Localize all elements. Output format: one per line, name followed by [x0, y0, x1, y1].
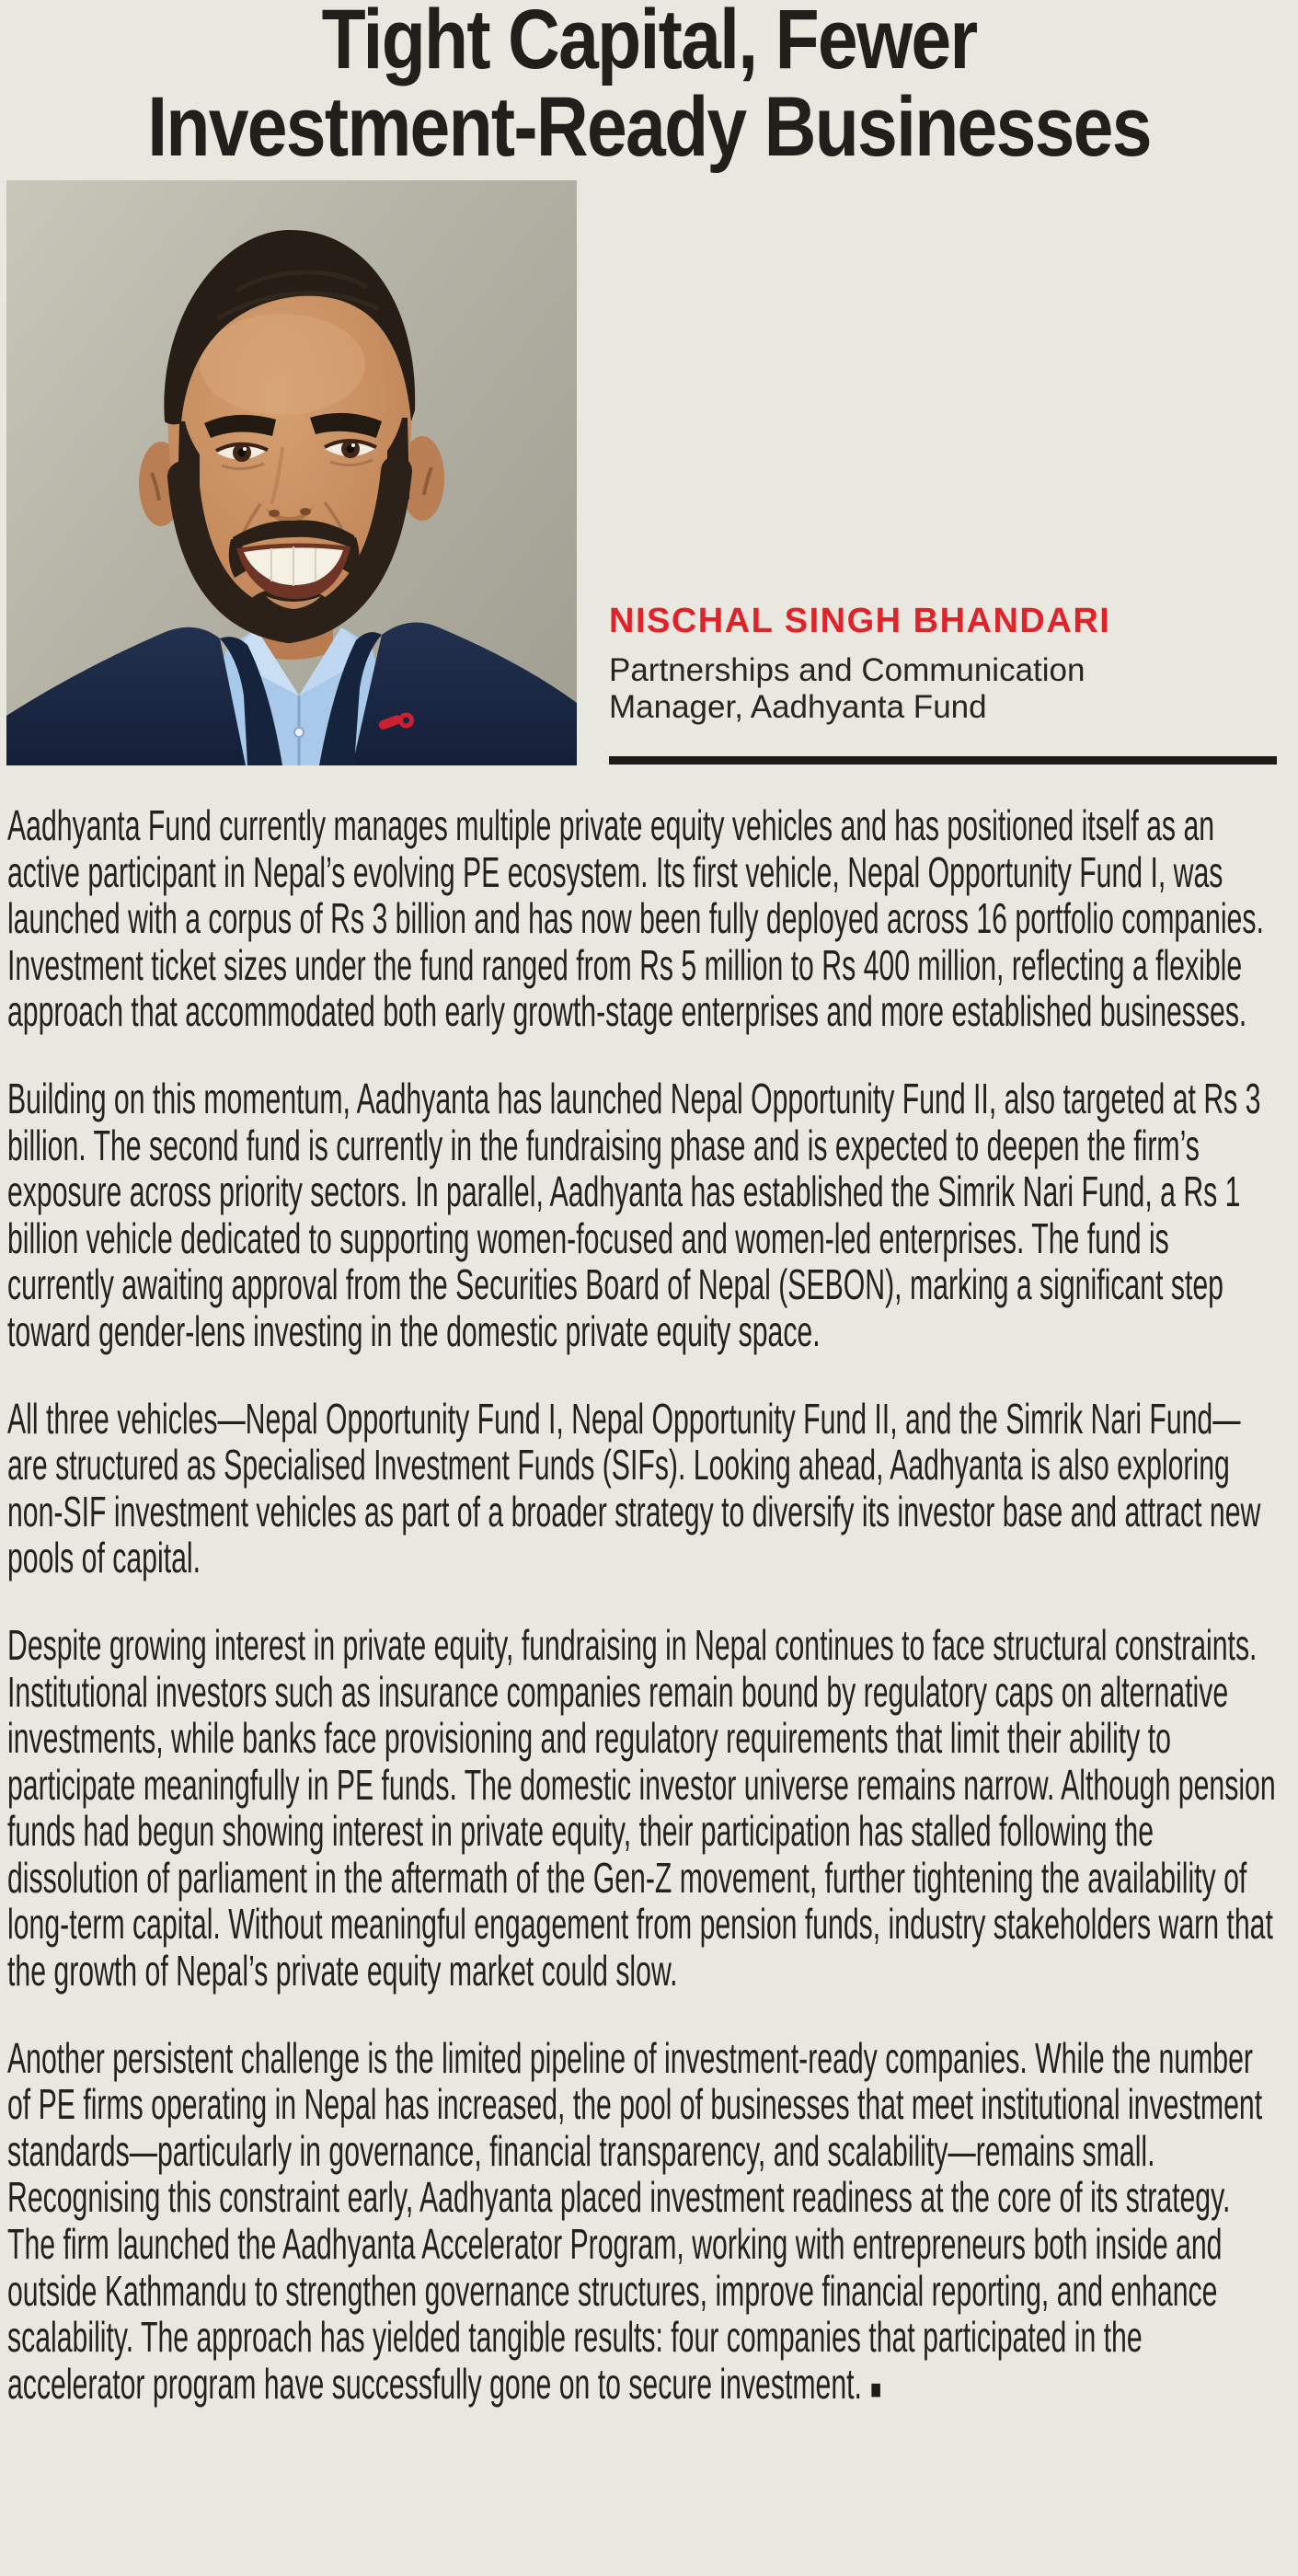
portrait-photo-illustration — [6, 180, 577, 765]
article-paragraph: Despite growing interest in private equity, fundraising in Nepal continues to face structural constraints. Institutional investors such as insurance companies remain bound by regulatory caps on alternative investments, while banks face provisioning and regulatory requirements that limit their ability to participate meaningfully in PE funds. The domestic investor universe remains narrow. Although pension funds had begun showing interest in private equity, their participation has stalled following the dissolution of parliament in the aftermath of the Gen-Z movement, further tightening the availability of long-term capital. Without meaningful engagement from pension funds, industry stakeholders warn that the growth of Nepal’s private equity market could slow. — [7, 1620, 1276, 1995]
article-body — [7, 802, 1280, 2407]
article-paragraph — [7, 2035, 1280, 2408]
article-paragraph: Aadhyanta Fund currently manages multiple private equity vehicles and has positioned itself as an active participant in Nepal’s evolving PE ecosystem. Its first vehicle, Nepal Opportunity Fund I, was launched with a corpus of Rs 3 billion and has now been fully deployed across 16 portfolio companies. Investment ticket sizes under the fund ranged from Rs 5 million to Rs 400 million, reflecting a flexible approach that accommodated both early growth-stage enterprises and more established businesses. — [7, 801, 1264, 1036]
end-of-article-mark: ■ — [870, 2374, 882, 2405]
article-paragraph: All three vehicles—Nepal Opportunity Fund I, Nepal Opportunity Fund II, and the Simrik Nari Fund—are structured as Specialised Investment Funds (SIFs). Looking ahead, Aadhyanta is also exploring non-SIF investment vehicles as part of a broader strategy to diversify its investor base and attract new pools of capital. — [7, 1394, 1261, 1582]
person-role — [609, 652, 1279, 726]
person-role-line-2: Manager, Aadhyanta Fund — [609, 689, 987, 725]
divider-rule — [609, 756, 1277, 765]
article-title-line-1: Tight Capital, Fewer — [321, 0, 977, 86]
article-paragraph: Building on this momentum, Aadhyanta has launched Nepal Opportunity Fund II, also targeted at Rs 3 billion. The second fund is currently in the fundraising phase and is expected to deepen the firm’s exposure across priority sectors. In parallel, Aadhyanta has established the Simrik Nari Fund, a Rs 1 billion vehicle dedicated to supporting women-focused and women-led enterprises. The fund is currently awaiting approval from the Securities Board of Nepal (SEBON), marking a significant step toward gender-lens investing in the domestic private equity space. — [7, 1074, 1261, 1355]
article-paragraph-text: Another persistent challenge is the limited pipeline of investment-ready companies. While the number of PE firms operating in Nepal has increased, the pool of businesses that meet institutional investment standards—particularly in governance, financial transparency, and scalability—remains small. Recognising this constraint early, Aadhyanta placed investment readiness at the core of its strategy. The firm launched the Aadhyanta Accelerator Program, working with entrepreneurs both inside and outside Kathmandu to strengthen governance structures, improve financial reporting, and enhance scalability. The approach has yielded tangible results: four companies that participated in the accelerator program have successfully gone on to secure investment. — [7, 2033, 1263, 2408]
profile-block — [609, 603, 1279, 726]
article-title-line-2: Investment-Ready Businesses — [147, 80, 1151, 174]
face — [164, 230, 415, 637]
person-role-line-1: Partnerships and Communication — [609, 652, 1085, 688]
portrait-photo — [6, 180, 577, 765]
article-title — [94, 0, 1203, 174]
person-name: NISCHAL SINGH BHANDARI — [609, 602, 1111, 640]
